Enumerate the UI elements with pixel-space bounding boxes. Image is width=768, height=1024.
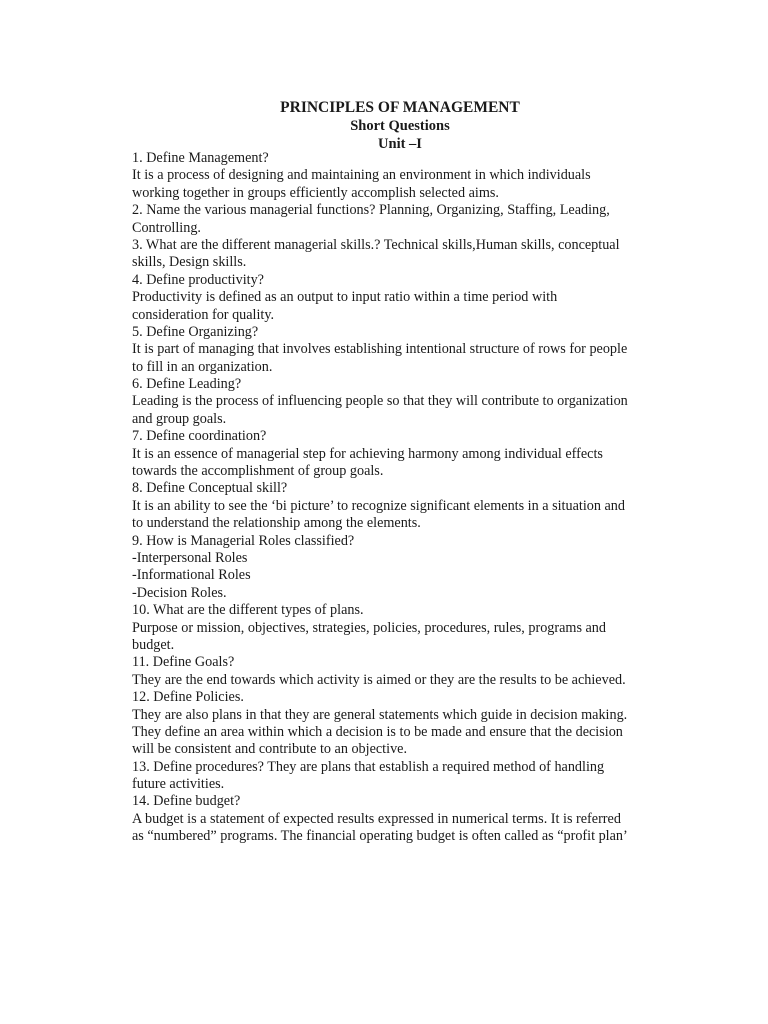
text-line: budget. bbox=[132, 636, 175, 653]
text-line: It is part of managing that involves establishing intentional structure of rows for people bbox=[132, 341, 628, 358]
text-line: -Interpersonal Roles bbox=[132, 549, 248, 566]
text-line: Controlling. bbox=[132, 219, 201, 236]
text-line: Leading is the process of influencing people so that they will contribute to organization bbox=[132, 393, 628, 410]
text-line: It is an ability to see the ‘bi picture’ to recognize significant elements in a situation and bbox=[132, 497, 625, 514]
text-line: 6. Define Leading? bbox=[132, 376, 242, 393]
text-line: They are the end towards which activity is aimed or they are the results to be achieved. bbox=[132, 671, 626, 688]
text-line: 11. Define Goals? bbox=[132, 654, 235, 671]
text-line: 3. What are the different managerial skills.? Technical skills,Human skills, conceptual bbox=[132, 236, 620, 253]
document-header bbox=[0, 98, 768, 153]
text-line: skills, Design skills. bbox=[132, 254, 247, 271]
text-line: It is a process of designing and maintaining an environment in which individuals bbox=[132, 167, 591, 184]
text-line: 2. Name the various managerial functions? Planning, Organizing, Staffing, Leading, bbox=[132, 202, 610, 219]
text-line: They define an area within which a decision is to be made and ensure that the decision bbox=[132, 723, 623, 740]
text-line: 8. Define Conceptual skill? bbox=[132, 480, 288, 497]
text-line: 12. Define Policies. bbox=[132, 689, 244, 706]
text-line: 7. Define coordination? bbox=[132, 428, 267, 445]
text-line: to fill in an organization. bbox=[132, 358, 273, 375]
unit-heading: Unit –I bbox=[378, 136, 422, 152]
document-title: PRINCIPLES OF MANAGEMENT bbox=[280, 99, 520, 116]
text-line: 10. What are the different types of plans. bbox=[132, 602, 364, 619]
text-line: They are also plans in that they are general statements which guide in decision making. bbox=[132, 706, 628, 723]
text-line: future activities. bbox=[132, 776, 225, 793]
text-line: Productivity is defined as an output to input ratio within a time period with bbox=[132, 289, 558, 306]
text-line: as “numbered” programs. The financial operating budget is often called as “profit plan’ bbox=[132, 828, 628, 845]
text-line: 5. Define Organizing? bbox=[132, 323, 259, 340]
text-line: It is an essence of managerial step for achieving harmony among individual effects bbox=[132, 445, 603, 462]
document-subtitle: Short Questions bbox=[350, 118, 450, 134]
text-line: will be consistent and contribute to an objective. bbox=[132, 741, 408, 758]
text-line: 14. Define budget? bbox=[132, 793, 241, 810]
text-line: working together in groups efficiently accomplish selected aims. bbox=[132, 184, 499, 201]
text-line: A budget is a statement of expected results expressed in numerical terms. It is referred bbox=[132, 810, 621, 827]
document-body bbox=[132, 150, 672, 846]
text-line: 4. Define productivity? bbox=[132, 271, 264, 288]
text-line: 9. How is Managerial Roles classified? bbox=[132, 532, 355, 549]
text-line: -Decision Roles. bbox=[132, 584, 227, 601]
text-line: 1. Define Management? bbox=[132, 150, 269, 166]
text-line: 13. Define procedures? They are plans that establish a required method of handling bbox=[132, 758, 605, 775]
text-line: consideration for quality. bbox=[132, 306, 275, 323]
text-line: to understand the relationship among the elements. bbox=[132, 515, 421, 532]
text-line: -Informational Roles bbox=[132, 567, 251, 584]
text-line: and group goals. bbox=[132, 410, 227, 427]
text-line: Purpose or mission, objectives, strategies, policies, procedures, rules, programs and bbox=[132, 619, 606, 636]
text-line: towards the accomplishment of group goals. bbox=[132, 463, 384, 480]
